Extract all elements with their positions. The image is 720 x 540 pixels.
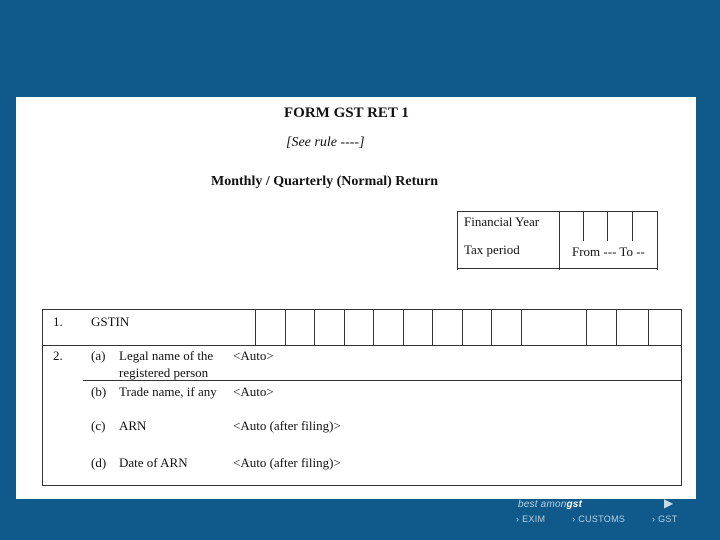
trade-name-label: Trade name, if any — [119, 384, 217, 399]
row-2b-sub: (b) — [91, 384, 107, 399]
tax-period-value: From --- To -- — [572, 244, 645, 259]
form-subtitle: Monthly / Quarterly (Normal) Return — [211, 174, 439, 189]
footer-tagline: best amongst — [518, 499, 583, 510]
row-2c-sub: (c) — [91, 418, 106, 433]
financial-year-label: Financial Year — [464, 214, 540, 229]
form-rule-reference: [See rule ----] — [286, 135, 365, 150]
form-page — [16, 97, 696, 499]
footer-link-exim[interactable]: › EXIM — [516, 514, 546, 524]
trade-name-value: <Auto> — [233, 384, 274, 399]
row-2a-sub: (a) — [91, 348, 106, 363]
row-2d-sub: (d) — [91, 455, 107, 470]
arn-label: ARN — [119, 418, 147, 433]
legal-name-value: <Auto> — [233, 348, 274, 363]
arn-date-label: Date of ARN — [119, 455, 188, 470]
gstin-label: GSTIN — [91, 314, 130, 329]
arn-value: <Auto (after filing)> — [233, 418, 341, 433]
footer-link-gst[interactable]: › GST — [652, 514, 678, 524]
legal-name-label-line2: registered person — [119, 365, 209, 380]
tax-period-label: Tax period — [464, 242, 520, 257]
row-1-number: 1. — [53, 314, 63, 329]
footer-links — [516, 514, 702, 524]
legal-name-label-line1: Legal name of the — [119, 348, 214, 363]
play-icon: ▶ — [664, 496, 674, 510]
form-title: FORM GST RET 1 — [284, 105, 409, 121]
arn-date-value: <Auto (after filing)> — [233, 455, 341, 470]
footer-link-customs[interactable]: › CUSTOMS — [572, 514, 626, 524]
row-2-number: 2. — [53, 348, 63, 363]
details-table — [42, 309, 682, 486]
footer-branding — [514, 496, 694, 536]
period-box — [457, 211, 658, 270]
